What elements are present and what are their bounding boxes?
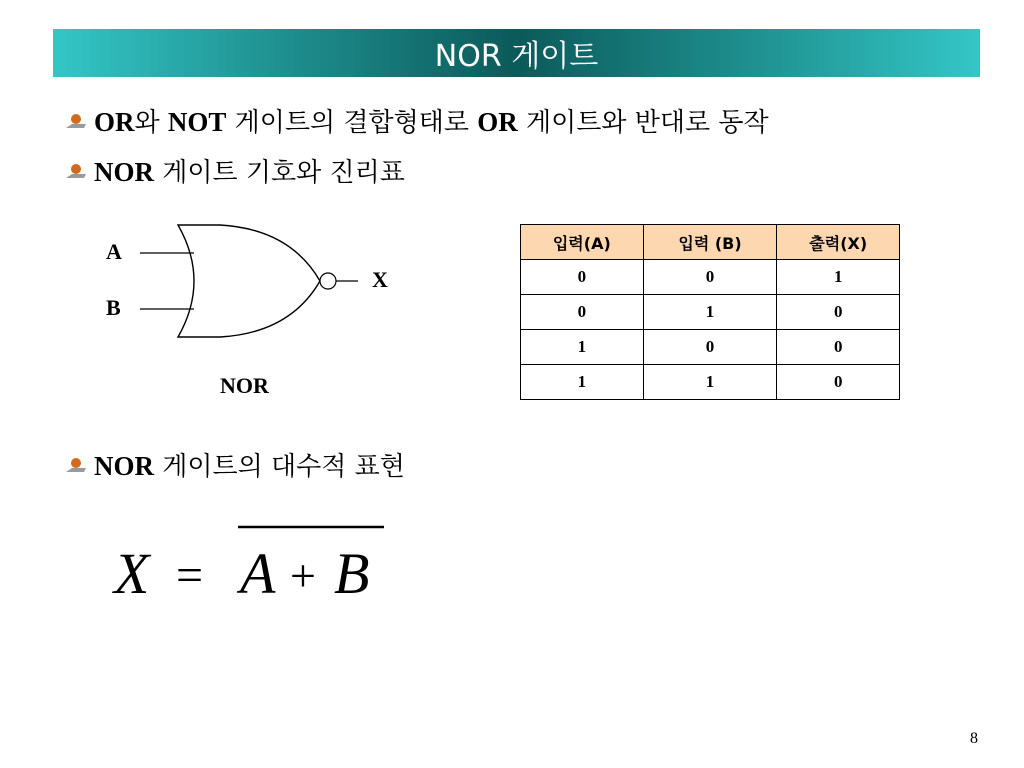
bullet-text-3: NOR 게이트의 대수적 표현 (94, 451, 405, 482)
nor-gate-symbol (100, 215, 400, 375)
table-cell: 0 (777, 365, 900, 400)
bullet-item-3 (64, 446, 405, 483)
table-row (521, 295, 900, 330)
bullet-icon (64, 111, 88, 131)
table-cell: 0 (521, 295, 644, 330)
header-input-a: 입력(A) (521, 225, 644, 260)
bullet-item-2 (64, 152, 405, 189)
table-cell: 0 (643, 260, 777, 295)
nor-gate-diagram (100, 215, 400, 398)
formula-equals: = (176, 549, 204, 602)
header-output-x: 출력(X) (777, 225, 900, 260)
bullet-icon (64, 455, 88, 475)
header-input-b: 입력 (B) (643, 225, 777, 260)
bullet-text-1: OR와 NOT 게이트의 결합형태로 OR 게이트와 반대로 동작 (94, 107, 769, 138)
table-cell: 0 (521, 260, 644, 295)
page-number: 8 (970, 730, 978, 747)
table-header-row (521, 225, 900, 260)
gate-caption: NOR (220, 373, 269, 398)
nor-formula (110, 515, 410, 605)
title-bar (53, 29, 980, 77)
table-row (521, 260, 900, 295)
table-cell: 1 (643, 295, 777, 330)
table-cell: 0 (643, 330, 777, 365)
input-b-label: B (106, 295, 121, 320)
table-row (521, 365, 900, 400)
formula-input-b: B (334, 541, 370, 605)
table-cell: 0 (777, 330, 900, 365)
bullet-item-1 (64, 102, 769, 139)
formula-output-x: X (114, 541, 150, 605)
table-cell: 0 (777, 295, 900, 330)
table-cell: 1 (521, 330, 644, 365)
table-cell: 1 (521, 365, 644, 400)
truth-table (520, 224, 900, 400)
page-title: NOR 게이트 (434, 39, 599, 74)
table-cell: 1 (643, 365, 777, 400)
formula-input-a: A (240, 541, 276, 605)
output-x-label: X (372, 267, 388, 292)
input-a-label: A (106, 239, 122, 264)
table-row (521, 330, 900, 365)
bullet-icon (64, 161, 88, 181)
formula-plus: + (290, 550, 316, 601)
bullet-text-2: NOR 게이트 기호와 진리표 (94, 157, 405, 188)
table-cell: 1 (777, 260, 900, 295)
